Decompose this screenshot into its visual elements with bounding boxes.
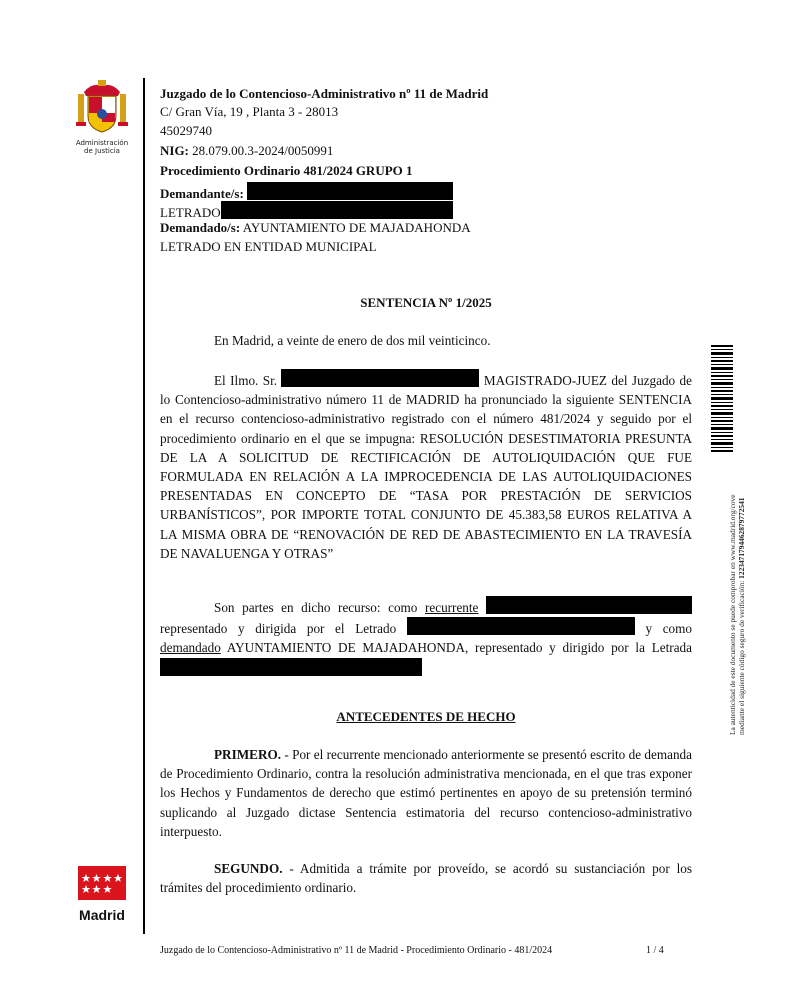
justice-caption-1: Administración [75, 139, 129, 147]
madrid-caption: Madrid [79, 907, 125, 923]
defendant-lawyer-line: LETRADO EN ENTIDAD MUNICIPAL [160, 239, 377, 254]
parties-b: representado y dirigida por el Letrado [160, 621, 407, 637]
plaintiff-lawyer-line [160, 201, 453, 220]
redaction-block [160, 658, 422, 676]
intro-text: MAGISTRADO-JUEZ del Juzgado de lo Contencioso-administrativo número 11 de MADRID ha pronunciado la siguiente SENTENCIA en el recurso contencioso-administrativo registrado con el número 481/2024 y seguido por el procedimiento ordinario en el que se impugna: RESOLUCIÓN DESESTIMATORIA PRESUNTA DE LA A SOLICITUD DE RECTIFICACIÓN DE AUTOLIQUIDACIÓN QUE FUE FORMULADA EN RELACIÓN A LA IMPROCEDENCIA DE LAS AUTOLIQUIDACIONES PRESENTADAS EN CONCEPTO DE “TASA POR PRESTACIÓN DE SERVICIOS URBANÍSTICOS”, POR IMPORTE TOTAL CONJUNTO DE 45.383,58 EUROS RELATIVA A LA MISMA OBRA DE “RENOVACIÓN DE RED DE ABASTECIMIENTO EN LA TRAVESÍA DE NAVALUENGA Y OTRAS” [160, 373, 693, 561]
parties-c: y como [634, 621, 692, 637]
verification-code: 1223471794462879772541 [737, 497, 746, 579]
date-line [160, 331, 692, 350]
recurrente-label: recurrente [424, 600, 479, 615]
primero-text: - Por el recurrente mencionado anteriormente se presentó escrito de demanda de Procedimiento Ordinario, contra la resolución administrativa mencionada, en el que tras exponer los Hechos y Fundamentos de derecho que estimó pertinentes en apoyo de su pretensión terminó suplicando al Juzgado dictase Sentencia estimatoria del recurso contencioso-administrativo interpuesto. [160, 747, 692, 839]
nig-value: 28.079.00.3-2024/0050991 [188, 143, 334, 158]
plaintiff-label: Demandante/s: [160, 186, 244, 201]
footer-text: Juzgado de lo Contencioso-Administrativo nº 11 de Madrid - Procedimiento Ordinario - 481/2024 [160, 945, 553, 956]
verification-barcode [711, 345, 733, 455]
sentence-title: SENTENCIA Nº 1/2025 [360, 295, 492, 310]
redaction-block [407, 617, 635, 635]
segundo-paragraph [160, 859, 692, 897]
primero-label: PRIMERO. [214, 747, 282, 762]
parties-paragraph [160, 596, 692, 679]
madrid-stars-icon [78, 866, 126, 900]
court-name: Juzgado de lo Contencioso-Administrativo nº 11 de Madrid [160, 86, 489, 101]
verification-line-2-text: mediante el siguiente código seguro de verificación: [737, 578, 746, 735]
verification-line-2 [737, 494, 746, 735]
barcode-icon [711, 345, 733, 455]
procedure-line: Procedimiento Ordinario 481/2024 GRUPO 1 [160, 163, 413, 178]
intro-paragraph [160, 369, 692, 563]
defendant-label: Demandado/s: [160, 220, 241, 235]
section-title: ANTECEDENTES DE HECHO [336, 709, 516, 724]
judge-intro: El Ilmo. Sr. [214, 373, 278, 388]
justice-caption-2: de Justicia [84, 147, 120, 155]
parties-a: Son partes en dicho recurso: como [214, 600, 425, 615]
verification-text [728, 494, 746, 735]
primero-paragraph [160, 745, 692, 841]
nig-line [160, 143, 333, 158]
segundo-text: - Admitida a trámite por proveído, se acordó su sustanciación por los trámites del procedimiento ordinario. [160, 861, 692, 896]
plaintiff-line [160, 182, 453, 201]
redaction-block [221, 201, 453, 219]
demandado-label: demandado [160, 640, 221, 656]
justice-administration-logo [70, 78, 134, 155]
court-code: 45029740 [160, 123, 212, 138]
redaction-block [281, 369, 479, 387]
margin-rule [143, 78, 145, 934]
defendant-value: AYUNTAMIENTO DE MAJADAHONDA [240, 220, 471, 235]
court-address: C/ Gran Vía, 19 , Planta 3 - 28013 [160, 104, 339, 119]
redaction-block [486, 596, 692, 614]
segundo-label: SEGUNDO. [214, 861, 283, 876]
comunidad-madrid-logo [78, 866, 126, 923]
date-text: En Madrid, a veinte de enero de dos mil veinticinco. [214, 333, 491, 348]
redaction-block [247, 182, 453, 200]
verification-line-1: La autenticidad de este documento se puede comprobar en www.madrid.org/cove [728, 494, 737, 735]
defendant-line [160, 220, 471, 235]
coat-of-arms-icon [70, 78, 134, 134]
parties-d: AYUNTAMIENTO DE MAJADAHONDA, representado y dirigido por la Letrada [220, 640, 692, 656]
letrado-label: LETRADO [160, 205, 221, 220]
nig-label: NIG: [160, 143, 189, 158]
page-number: 1 / 4 [646, 945, 664, 956]
